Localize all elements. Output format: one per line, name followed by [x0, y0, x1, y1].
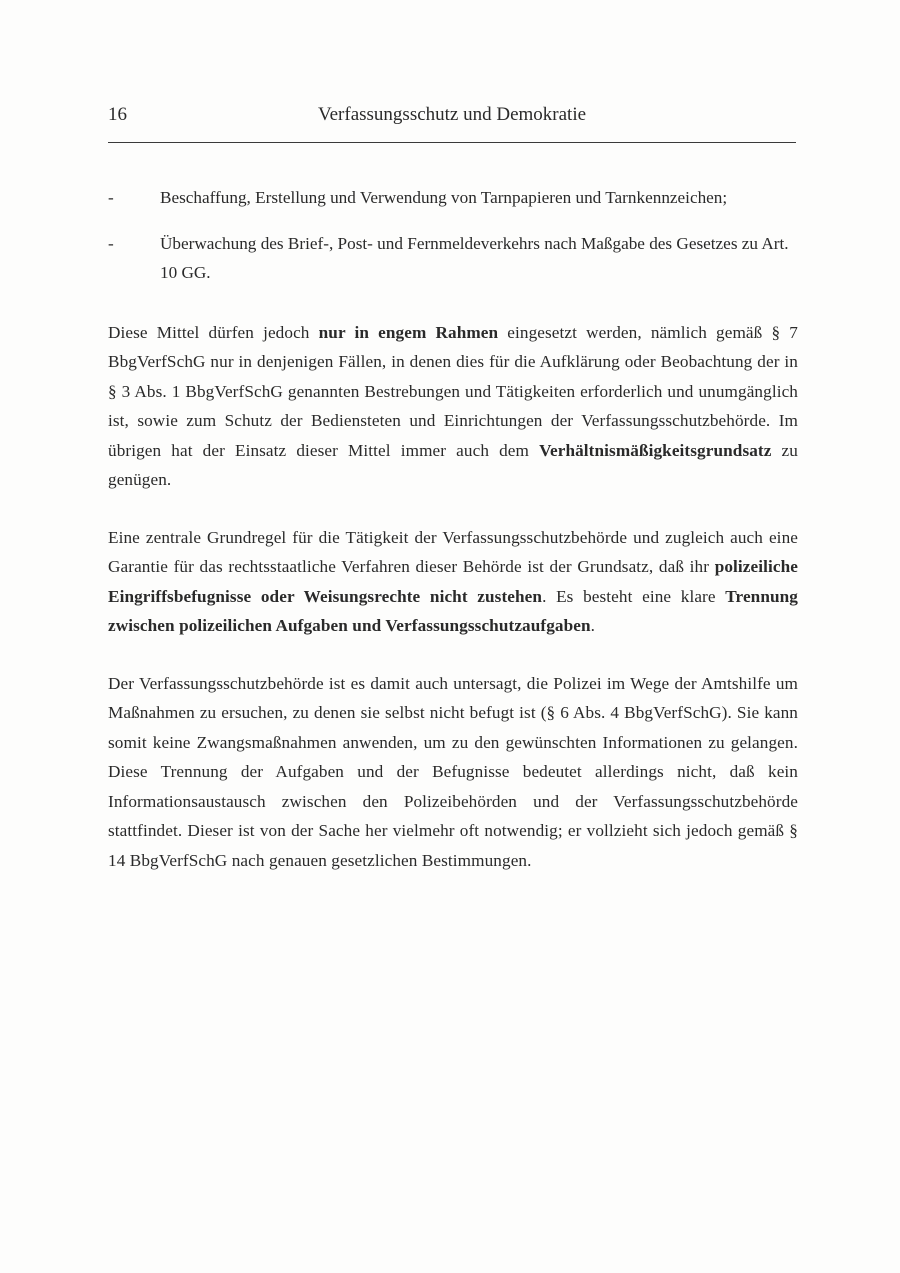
list-item-text: Überwachung des Brief-, Post- und Fernmeldeverkehrs nach Maßgabe des Gesetzes zu Art. 10 GG.	[160, 233, 789, 282]
list-item	[108, 229, 798, 288]
bold-segment: polizeiliche Eingriffsbefugnisse oder Weisungsrechte nicht zustehen	[108, 557, 798, 606]
bold-segment: Verhältnismäßigkeitsgrundsatz	[539, 440, 772, 460]
bold-segment: Trennung zwischen polizeilichen Aufgaben und Verfassungsschutzaufgaben	[108, 586, 798, 635]
text-segment: Diese Mittel dürfen jedoch	[108, 322, 319, 342]
paragraph-separation-principle	[108, 523, 798, 641]
paragraph-information-exchange	[108, 669, 798, 876]
list-item	[108, 183, 798, 213]
text-segment: .	[590, 616, 596, 635]
running-title: Verfassungsschutz und Demokratie	[318, 104, 587, 125]
page-body	[108, 183, 798, 903]
paragraph-means-limits	[108, 318, 798, 495]
text-segment: Der Verfassungsschutzbehörde ist es damit auch untersagt, die Polizei im Wege der Amtshilfe um Maßnahmen zu ersuchen, zu denen sie selbst nicht befugt ist (§ 6 Abs. 4 BbgVerfSchG). Sie kann somit keine Zwangsmaßnahmen anwenden, um zu den gewünschten Informationen zu gelangen. Diese Trennung der Aufgaben und der Befugnisse bedeutet allerdings nicht, daß kein Informationsaustausch zwischen den Polizeibehörden und der Verfassungsschutzbehörde stattfindet. Dieser ist von der Sache her vielmehr oft notwendig; er vollzieht sich jedoch gemäß § 14 BbgVerfSchG nach genauen gesetzlichen Bestimmungen.	[108, 673, 798, 870]
text-segment: eingesetzt werden, nämlich gemäß § 7 BbgVerfSchG nur in denjenigen Fällen, in denen dies für die Aufklärung oder Beobachtung der in § 3 Abs. 1 BbgVerfSchG genannten Bestrebungen und Tätigkeiten erforderlich und unumgänglich ist, sowie zum Schutz der Bediensteten und Einrichtungen der Verfassungsschutzbehörde. Im übrigen hat der Einsatz dieser Mittel immer auch dem	[108, 322, 798, 460]
bold-segment: nur in engem Rahmen	[318, 322, 499, 342]
text-segment: zu genügen.	[108, 440, 798, 489]
text-segment: . Es besteht eine klare	[542, 586, 726, 606]
list-marker: -	[108, 188, 114, 207]
text-segment: Eine zentrale Grundregel für die Tätigkeit der Verfassungsschutzbehörde und zugleich auch eine Garantie für das rechtsstaatliche Verfahren dieser Behörde ist der Grundsatz, daß ihr	[108, 527, 798, 576]
list-marker: -	[108, 233, 114, 253]
page-header	[108, 102, 796, 143]
page-number: 16	[108, 104, 127, 125]
list-item-text: Beschaffung, Erstellung und Verwendung von Tarnpapieren und Tarnkennzeichen;	[160, 188, 728, 207]
